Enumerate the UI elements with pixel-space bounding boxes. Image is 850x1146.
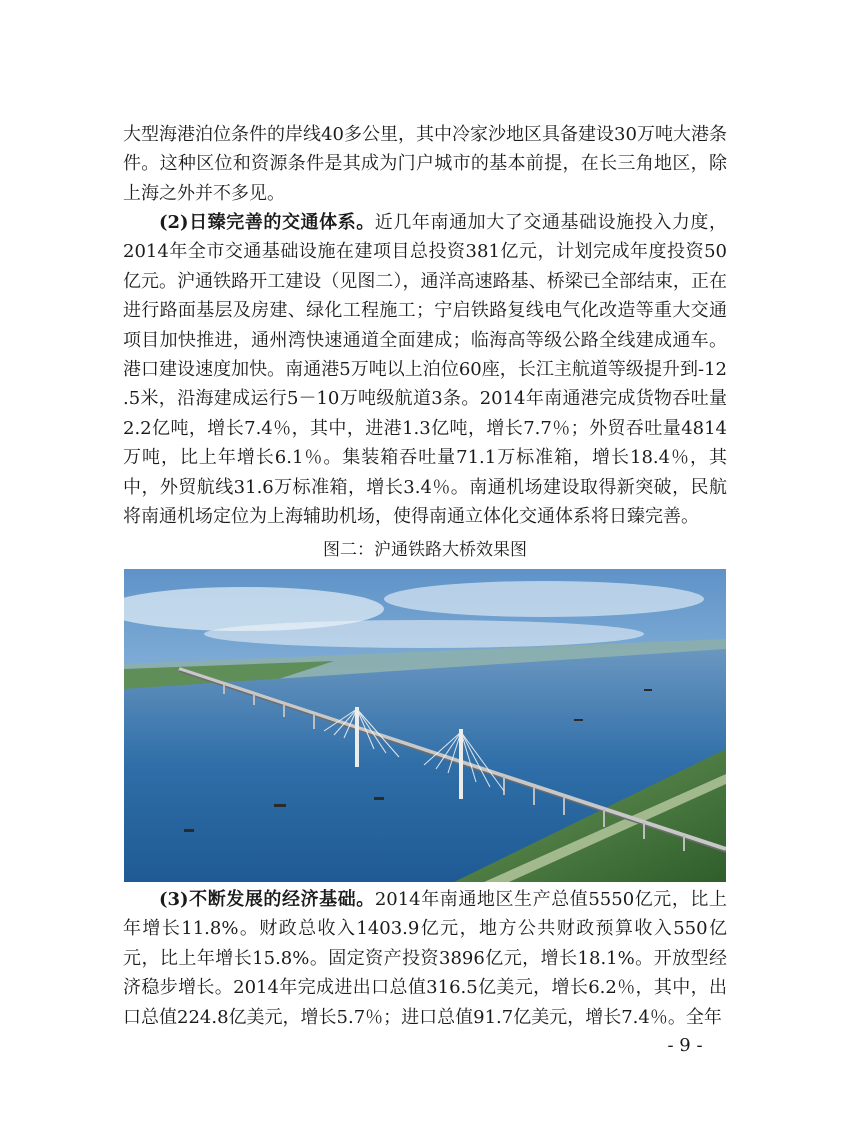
bridge-rendering-image [124,569,726,882]
paragraph-transport-system [123,208,727,531]
section-heading-transport: (2)日臻完善的交通体系。 [159,212,375,233]
page-number: - 9 - [667,1035,703,1056]
paragraph-economic-base [123,885,727,1032]
paragraph-port-conditions: 大型海港泊位条件的岸线40多公里，其中冷家沙地区具备建设30万吨大港条件。这种区位和资源条件是其成为门户城市的基本前提，在长三角地区，除上海之外并不多见。 [123,124,727,204]
paragraph-economy-body: 2014年南通地区生产总值5550亿元，比上年增长11.8%。财政总收入1403.9亿元，地方公共财政预算收入550亿元，比上年增长15.8%。固定资产投资3896亿元，增长18.1%。开放型经济稳步增长。2014年完成进出口总值316.5亿美元，增长6.2％，其中，出口总值224.8亿美元，增长5.7％；进口总值91.7亿美元，增长7.4％。全年 [123,889,727,1028]
paragraph-transport-body: 近几年南通加大了交通基础设施投入力度，2014年全市交通基础设施在建项目总投资381亿元，计划完成年度投资50亿元。沪通铁路开工建设（见图二），通洋高速路基、桥梁已全部结束，正在进行路面基层及房建、绿化工程施工；宁启铁路复线电气化改造等重大交通项目加快推进，通州湾快速通道全面建成；临海高等级公路全线建成通车。港口建设速度加快。南通港5万吨以上泊位60座，长江主航道等级提升到-12 .5米，沿海建成运行5－10万吨级航道3条。2014年南通港完成货物吞吐量2.2亿吨，增长7.4％，其中，进港1.3亿吨，增长7.7％；外贸吞吐量4814万吨，比上年增长6.1％。集装箱吞吐量71.1万标准箱，增长18.4％，其中，外贸航线31.6万标准箱，增长3.4％。南通机场建设取得新突破，民航将南通机场定位为上海辅助机场，使得南通立体化交通体系将日臻完善。 [123,212,727,528]
section-heading-economy: (3)不断发展的经济基础。 [159,889,375,910]
figure-caption: 图二：沪通铁路大桥效果图 [323,540,527,560]
